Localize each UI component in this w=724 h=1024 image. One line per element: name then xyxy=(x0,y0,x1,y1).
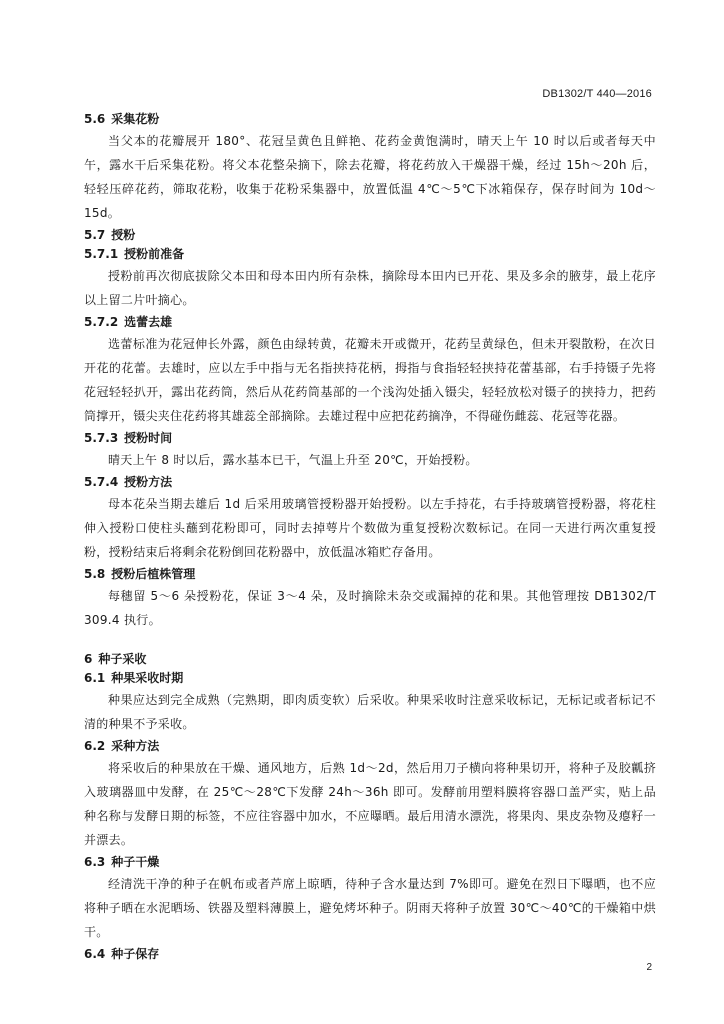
standard-code: DB1302/T 440—2016 xyxy=(542,88,652,100)
paragraph: 晴天上午 8 时以后，露水基本已干，气温上升至 20℃，开始授粉。 xyxy=(108,453,478,467)
section-title: 种果采收时期 xyxy=(111,671,184,685)
paragraph: 每穗留 5～6 朵授粉花，保证 3～4 朵，及时摘除未杂交或漏掉的花和果。其他管理按 DB1302/T 309.4 执行。 xyxy=(84,589,656,627)
section-number: 5.7.4 xyxy=(84,475,119,489)
section-heading xyxy=(84,737,656,756)
section-number: 6.4 xyxy=(84,947,106,961)
section-heading xyxy=(84,245,656,264)
section-title: 种子保存 xyxy=(111,947,160,961)
paragraph: 将采收后的种果放在干燥、通风地方，后熟 1d～2d，然后用刀子横向将种果切开，将种子及胶瓤挤入玻璃器皿中发酵，在 25℃～28℃下发酵 24h～36h 即可。发酵前用塑料膜将容器口盖严实，贴上品种名称与发酵日期的标签，不应往容器中加水，不应曝晒。最后用清水漂洗，将果肉、果皮杂物及瘪籽一并漂去。 xyxy=(84,761,656,847)
section-number: 6 xyxy=(84,652,93,666)
section-number: 5.7.2 xyxy=(84,315,119,329)
section-number: 5.6 xyxy=(84,112,106,126)
section-title: 授粉时间 xyxy=(124,431,173,445)
section-title: 授粉方法 xyxy=(124,475,173,489)
section-title: 种子采收 xyxy=(98,652,147,666)
section-number: 5.7.3 xyxy=(84,431,119,445)
section-heading xyxy=(84,945,656,964)
section-heading xyxy=(84,110,656,129)
section-heading xyxy=(84,313,656,332)
paragraph: 母本花朵当期去雄后 1d 后采用玻璃管授粉器开始授粉。以左手持花，右手持玻璃管授粉器，将花柱伸入授粉口使柱头蘸到花粉即可，同时去掉萼片个数做为重复授粉次数标记。在同一天进行两次重复授粉，授粉结束后将剩余花粉倒回花粉器中，放低温冰箱贮存备用。 xyxy=(84,497,656,559)
section-heading xyxy=(84,853,656,872)
section-heading xyxy=(84,473,656,492)
section-title: 授粉前准备 xyxy=(124,247,185,261)
paragraph: 选蕾标准为花冠伸长外露，颜色由绿转黄，花瓣未开或微开，花药呈黄绿色，但未开裂散粉，在次日开花的花蕾。去雄时，应以左手中指与无名指挟持花柄，拇指与食指轻轻挟持花蕾基部，右手持镊子先将花冠轻轻扒开，露出花药筒，然后从花药筒基部的一个浅沟处插入镊尖，轻轻放松对镊子的挟持力，把药筒撑开，镊尖夹住花药将其雄蕊全部摘除。去雄过程中应把花药摘净，不得碰伤雌蕊、花冠等花器。 xyxy=(84,337,656,423)
paragraph: 经清洗干净的种子在帆布或者芦席上晾晒，待种子含水量达到 7%即可。避免在烈日下曝晒，也不应将种子晒在水泥晒场、铁器及塑料薄膜上，避免烤坏种子。阴雨天将种子放置 30℃～40℃的干燥箱中烘干。 xyxy=(84,877,656,939)
section-number: 6.2 xyxy=(84,739,106,753)
section-title: 授粉 xyxy=(111,228,136,242)
section-title: 选蕾去雄 xyxy=(124,315,173,329)
section-title: 授粉后植株管理 xyxy=(111,567,196,581)
section-number: 5.7 xyxy=(84,228,106,242)
section-number: 5.8 xyxy=(84,567,106,581)
section-title: 采种方法 xyxy=(111,739,160,753)
section-number: 5.7.1 xyxy=(84,247,119,261)
paragraph: 授粉前再次彻底拔除父本田和母本田内所有杂株，摘除母本田内已开花、果及多余的腋芽，最上花序以上留二片叶摘心。 xyxy=(84,269,656,307)
section-title: 采集花粉 xyxy=(111,112,160,126)
paragraph: 种果应达到完全成熟（完熟期，即肉质变软）后采收。种果采收时注意采收标记，无标记或者标记不清的种果不予采收。 xyxy=(84,693,656,731)
section-number: 6.3 xyxy=(84,855,106,869)
section-heading xyxy=(84,226,656,245)
page-number: 2 xyxy=(646,962,652,973)
section-heading xyxy=(84,565,656,584)
section-number: 6.1 xyxy=(84,671,106,685)
document-body xyxy=(84,110,656,964)
section-heading xyxy=(84,429,656,448)
paragraph: 当父本的花瓣展开 180°、花冠呈黄色且鲜艳、花药金黄饱满时，晴天上午 10 时以后或者每天中午，露水干后采集花粉。将父本花整朵摘下，除去花瓣，将花药放入干燥器干燥，经过 15h～20h 后，轻轻压碎花药，筛取花粉，收集于花粉采集器中，放置低温 4℃～5℃下冰箱保存，保存时间为 10d～15d。 xyxy=(84,134,656,220)
section-title: 种子干燥 xyxy=(111,855,160,869)
section-heading xyxy=(84,669,656,688)
section-heading xyxy=(84,650,656,669)
